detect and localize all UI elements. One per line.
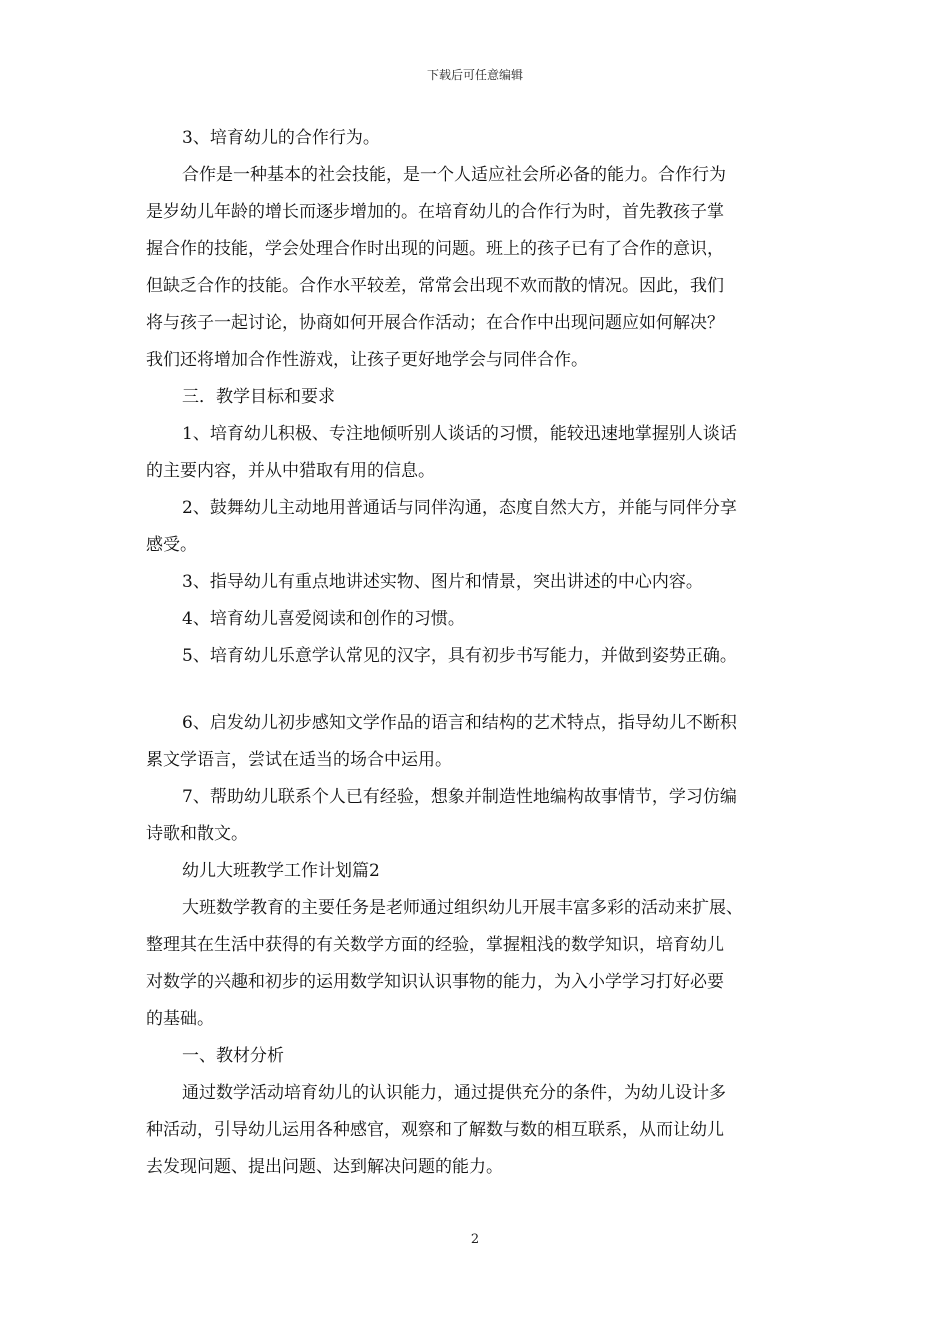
paragraph-line: 4、培育幼儿喜爱阅读和创作的习惯。 xyxy=(182,609,465,629)
paragraph-line: 3、培育幼儿的合作行为。 xyxy=(182,128,380,148)
paragraph-line: 是岁幼儿年龄的增长而逐步增加的。在培育幼儿的合作行为时，首先教孩子掌 xyxy=(146,202,724,222)
paragraph-line: 的基础。 xyxy=(146,1009,214,1029)
paragraph-line: 握合作的技能，学会处理合作时出现的问题。班上的孩子已有了合作的意识， xyxy=(146,239,724,259)
paragraph xyxy=(146,705,810,779)
paragraph-line: 对数学的兴趣和初步的运用数学知识认识事物的能力，为入小学学习打好必要 xyxy=(146,972,724,992)
paragraph-line: 5、培育幼儿乐意学认常见的汉字，具有初步书写能力，并做到姿势正确。 xyxy=(182,646,737,666)
section-heading xyxy=(146,1038,810,1075)
paragraph-line: 合作是一种基本的社会技能，是一个人适应社会所必备的能力。合作行为 xyxy=(182,165,726,185)
page-number: 2 xyxy=(470,1232,480,1247)
paragraph xyxy=(146,890,810,1038)
paragraph-line: 大班数学教育的主要任务是老师通过组织幼儿开展丰富多彩的活动来扩展、 xyxy=(182,898,743,918)
paragraph-line: 6、启发幼儿初步感知文学作品的语言和结构的艺术特点，指导幼儿不断积 xyxy=(182,713,737,733)
section-heading-text: 三．教学目标和要求 xyxy=(182,387,335,407)
page-header: 下载后可任意编辑 xyxy=(426,68,523,82)
paragraph-line: 整理其在生活中获得的有关数学方面的经验，掌握粗浅的数学知识，培育幼儿 xyxy=(146,935,724,955)
section-heading-text: 一、教材分析 xyxy=(182,1046,284,1066)
section-heading xyxy=(146,853,810,890)
paragraph xyxy=(146,638,810,675)
paragraph-line: 我们还将增加合作性游戏，让孩子更好地学会与同伴合作。 xyxy=(146,350,588,370)
paragraph-line: 将与孩子一起讨论，协商如何开展合作活动；在合作中出现问题应如何解决？ xyxy=(146,313,724,333)
document-body xyxy=(146,120,810,1186)
paragraph-line: 感受。 xyxy=(146,535,197,555)
paragraph-line: 诗歌和散文。 xyxy=(146,824,248,844)
paragraph xyxy=(146,157,810,379)
paragraph xyxy=(146,416,810,490)
blank-spacer xyxy=(146,675,810,705)
paragraph-line: 但缺乏合作的技能。合作水平较差，常常会出现不欢而散的情况。因此，我们 xyxy=(146,276,724,296)
paragraph-line: 的主要内容，并从中猎取有用的信息。 xyxy=(146,461,435,481)
paragraph-line: 1、培育幼儿积极、专注地倾听别人谈话的习惯，能较迅速地掌握别人谈话 xyxy=(182,424,737,444)
paragraph-line: 2、鼓舞幼儿主动地用普通话与同伴沟通，态度自然大方，并能与同伴分享 xyxy=(182,498,737,518)
paragraph xyxy=(146,120,810,157)
paragraph-line: 去发现问题、提出问题、达到解决问题的能力。 xyxy=(146,1157,503,1177)
paragraph-line: 累文学语言，尝试在适当的场合中运用。 xyxy=(146,750,452,770)
paragraph xyxy=(146,1075,810,1186)
paragraph xyxy=(146,601,810,638)
paragraph xyxy=(146,779,810,853)
section-heading xyxy=(146,379,810,416)
paragraph xyxy=(146,564,810,601)
section-heading-text: 幼儿大班教学工作计划篇2 xyxy=(182,861,380,881)
paragraph-line: 种活动，引导幼儿运用各种感官，观察和了解数与数的相互联系，从而让幼儿 xyxy=(146,1120,724,1140)
paragraph-line: 通过数学活动培育幼儿的认识能力，通过提供充分的条件，为幼儿设计多 xyxy=(182,1083,726,1103)
paragraph xyxy=(146,490,810,564)
paragraph-line: 3、指导幼儿有重点地讲述实物、图片和情景，突出讲述的中心内容。 xyxy=(182,572,703,592)
paragraph-line: 7、帮助幼儿联系个人已有经验，想象并制造性地编构故事情节，学习仿编 xyxy=(182,787,737,807)
